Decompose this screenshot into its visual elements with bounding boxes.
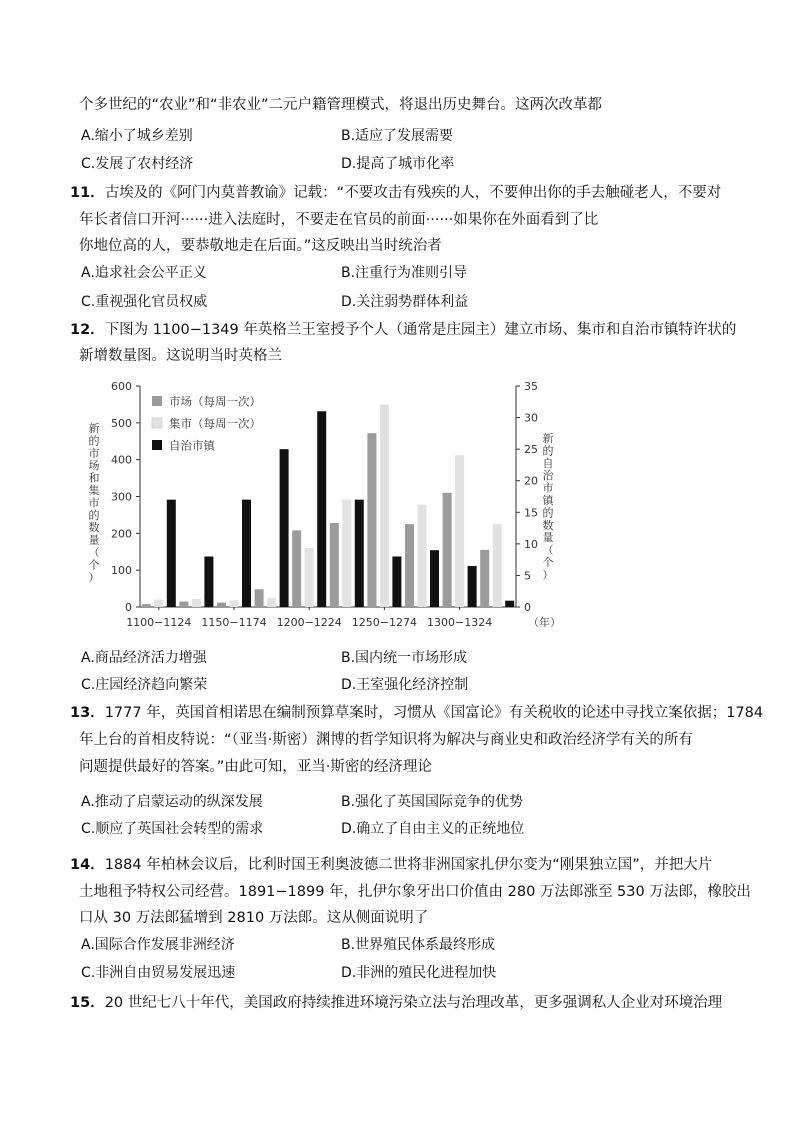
q12-stem-line2: 新增数量图。这说明当时英格兰 [79, 348, 282, 364]
q14-option-c[interactable]: C.非洲自由贸易发展迅速 [81, 965, 236, 981]
left-tick-label: 300 [111, 490, 132, 504]
bar-borough [430, 550, 439, 607]
bar-market [179, 601, 188, 607]
q12-stem-line1: 12．下图为 1100−1349 年英格兰王室授予个人（通常是庄园主）建立市场、集市和自治市镇特许状的 [70, 322, 737, 338]
left-y-axis-label: 新的市场和集市的数量（个） [88, 422, 100, 584]
x-tick-label: 1100−1124 [126, 616, 192, 629]
bar-borough [280, 449, 289, 607]
bar-market [330, 523, 339, 607]
bar-fair [493, 524, 502, 607]
legend-entry: 集市（每周一次） [169, 416, 261, 431]
bar-fair [305, 548, 314, 607]
x-tick-label: 1150−1174 [201, 616, 267, 629]
right-tick-label: 5 [524, 569, 531, 583]
q15-number: 15． [70, 995, 105, 1011]
q11-stem-line2: 年长者信口开河······进入法庭时，不要走在官员的前面······如果你在外面看到了比 [79, 212, 599, 228]
x-tick-label: 1300−1324 [426, 616, 493, 629]
bar-fair [230, 600, 239, 607]
bar-borough [468, 566, 477, 607]
left-tick-label: 500 [111, 416, 132, 430]
q14-stem-line2: 土地租予特权公司经营。1891−1899 年，扎伊尔象牙出口价值由 280 万法郎涨至 530 万法郎，橡胶出 [79, 884, 751, 900]
bar-borough [167, 500, 176, 607]
q10-option-b[interactable]: B.适应了发展需要 [341, 128, 454, 144]
right-y-axis-label: 新的自治市镇的数量（个） [542, 432, 554, 582]
bar-borough [242, 500, 251, 607]
legend-entry: 市场（每周一次） [169, 394, 261, 409]
q15-stem-line1: 15．20 世纪七八十年代，美国政府持续推进环境污染立法与治理改革，更多强调私人企业对环境治理 [70, 995, 723, 1011]
legend-swatch [152, 418, 162, 428]
chart-plot-area [89, 380, 562, 629]
q10-stem-tail: 个多世纪的“农业”和“非农业”二元户籍管理模式，将退出历史舞台。这两次改革都 [79, 97, 603, 113]
bar-borough [355, 500, 364, 607]
bar-market [217, 603, 226, 607]
bar-market [367, 433, 376, 607]
q11-stem-line3: 你地位高的人，要恭敬地走在后面。”这反映出当时统治者 [79, 238, 442, 254]
bar-fair [418, 505, 427, 607]
q14-number: 14． [70, 857, 105, 873]
x-tick-label: 1200−1224 [276, 616, 342, 629]
right-tick-label: 25 [524, 443, 538, 457]
left-tick-label: 600 [111, 380, 132, 393]
q13-stem-line1: 13．1777 年，英国首相诺思在编制预算草案时，习惯从《国富论》有关税收的论述中寻找立案依据；1784 [70, 705, 764, 721]
bar-market [255, 589, 264, 607]
bar-market [405, 524, 414, 607]
q13-option-b[interactable]: B.强化了英国国际竞争的优势 [341, 794, 524, 810]
q10-option-d[interactable]: D.提高了城市化率 [341, 156, 455, 172]
q13-stem-line3: 问题提供最好的答案。”由此可知，亚当·斯密的经济理论 [79, 759, 432, 775]
left-tick-label: 200 [111, 527, 132, 541]
right-tick-label: 15 [524, 506, 538, 520]
bar-fair [380, 404, 389, 607]
q13-option-d[interactable]: D.确立了自由主义的正统地位 [341, 821, 525, 837]
bar-fair [455, 455, 464, 607]
right-tick-label: 20 [524, 474, 538, 488]
legend-swatch [152, 396, 162, 406]
bar-market [142, 604, 151, 607]
bar-market [292, 530, 301, 607]
right-tick-label: 30 [524, 411, 538, 425]
left-tick-label: 400 [111, 453, 132, 467]
q10-option-c[interactable]: C.发展了农村经济 [81, 156, 194, 172]
bar-borough [204, 556, 213, 607]
left-tick-label: 0 [125, 601, 132, 614]
bar-borough [317, 411, 326, 607]
bar-market [480, 550, 489, 607]
bar-fair [192, 599, 201, 607]
right-tick-label: 35 [524, 380, 538, 393]
q12-option-c[interactable]: C.庄园经济趋向繁荣 [81, 677, 208, 693]
q10-option-a[interactable]: A.缩小了城乡差别 [81, 128, 193, 144]
q13-number: 13． [70, 705, 105, 721]
q11-option-c[interactable]: C.重视强化官员权威 [81, 294, 208, 310]
q12-number: 12． [70, 322, 105, 338]
bar-fair [154, 600, 163, 607]
q11-number: 11． [70, 185, 105, 201]
q12-option-b[interactable]: B.国内统一市场形成 [341, 650, 468, 666]
bar-fair [267, 598, 276, 607]
q12-option-d[interactable]: D.王室强化经济控制 [341, 677, 469, 693]
right-tick-label: 0 [524, 601, 531, 614]
q13-option-c[interactable]: C.顺应了英国社会转型的需求 [81, 821, 264, 837]
bar-borough [505, 601, 514, 607]
q11-option-b[interactable]: B.注重行为准则引导 [341, 265, 468, 281]
left-tick-label: 100 [111, 564, 132, 578]
q11-stem-line1: 11．古埃及的《阿门内莫普教谕》记载：“不要攻击有残疾的人，不要伸出你的手去触碰老人，不要对 [70, 185, 722, 201]
legend-swatch [152, 440, 162, 450]
q14-option-b[interactable]: B.世界殖民体系最终形成 [341, 937, 496, 953]
charter-bar-chart [80, 372, 561, 632]
q11-option-a[interactable]: A.追求社会公平正义 [81, 265, 207, 281]
q13-stem-line2: 年上台的首相皮特说：“（亚当·斯密）渊博的哲学知识将为解决与商业史和政治经济学有关的所有 [79, 732, 693, 748]
q12-option-a[interactable]: A.商品经济活力增强 [81, 650, 207, 666]
x-tick-label: 1250−1274 [351, 616, 418, 629]
q14-option-a[interactable]: A.国际合作发展非洲经济 [81, 937, 235, 953]
bar-borough [392, 556, 401, 607]
right-tick-label: 10 [524, 537, 538, 551]
legend-entry: 自治市镇 [169, 438, 215, 453]
q14-stem-line3: 口从 30 万法郎猛增到 2810 万法郎。这从侧面说明了 [79, 910, 429, 926]
q11-option-d[interactable]: D.关注弱势群体利益 [341, 294, 469, 310]
bar-market [443, 493, 452, 607]
q14-option-d[interactable]: D.非洲的殖民化进程加快 [341, 965, 497, 981]
q14-stem-line1: 14．1884 年柏林会议后，比利时国王利奥波德二世将非洲国家扎伊尔变为“刚果独立国”，并把大片 [70, 857, 713, 873]
q13-option-a[interactable]: A.推动了启蒙运动的纵深发展 [81, 794, 263, 810]
bar-fair [342, 499, 351, 607]
x-axis-unit: （年） [528, 616, 561, 629]
